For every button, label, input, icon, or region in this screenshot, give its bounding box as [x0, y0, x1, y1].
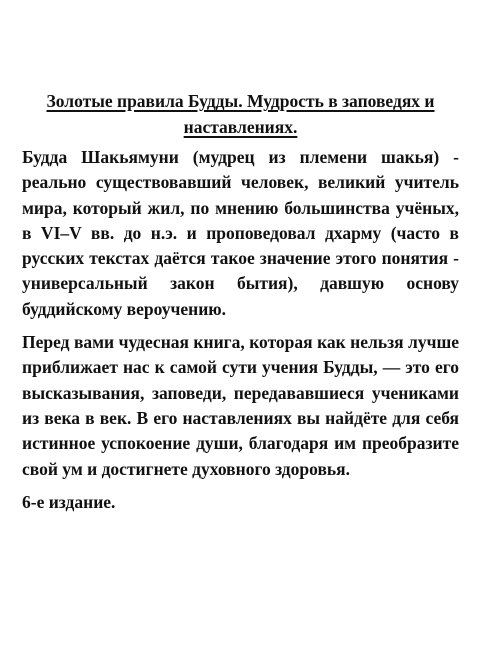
book-annotation-page: [22, 88, 459, 515]
annotation-paragraph-2: Перед вами чудесная книга, которая как нельзя лучше приближает нас к самой сути учения Будды, — это его высказывания, заповеди, передававшиеся учениками из века в век. В его наставлениях вы найдёте для себя истинное успокоение души, благодаря им преобразите свой ум и достигнете духовного здоровья.: [22, 332, 459, 479]
book-title: Золотые правила Будды. Мудрость в заповедях и наставлениях.: [46, 91, 435, 137]
annotation-paragraph-1: Будда Шакьямуни (мудрец из племени шакья) - реально существовавший человек, великий учитель мира, который жил, по мнению большинства учёных, в VI–V вв. до н.э. и проповедовал дхарму (часто в русских текстах даётся такое значение этого понятия - универсальный закон бытия), давшую основу буддийскому вероучению.: [22, 147, 459, 319]
edition-note: 6-е издание.: [22, 491, 116, 512]
